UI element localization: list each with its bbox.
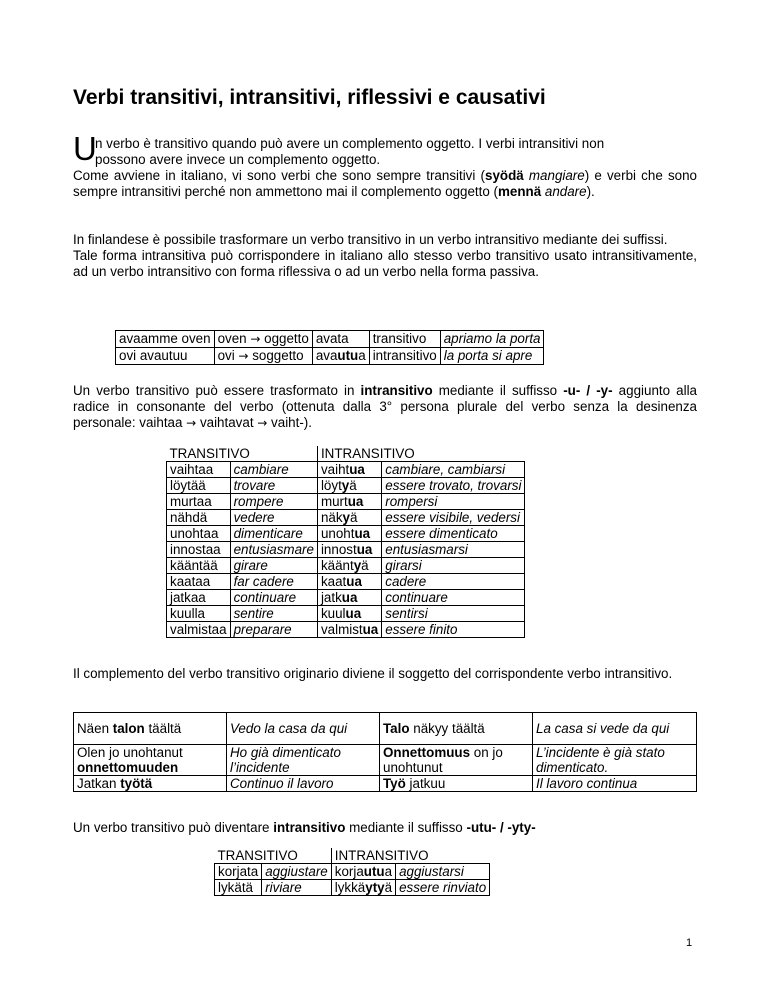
table-row (167, 526, 525, 542)
table-cell: löytyä (317, 478, 381, 494)
paragraph-u-y-suffix: Un verbo transitivo può essere trasformato in intransitivo mediante il suffisso -u- / -y- aggiunto alla radice in consonante del verbo (ottenuta dalla 3° persona plurale del verbo senza la desinenza personale: vaihtaa → vaihtavat → vaiht-). (73, 383, 697, 430)
table-cell: murtua (317, 494, 381, 510)
table-row (167, 494, 525, 510)
table-cell: entusiasmarsi (382, 542, 525, 558)
table-cell: sentirsi (382, 606, 525, 622)
table-cell: trovare (230, 478, 317, 494)
table-row (167, 606, 525, 622)
table-cell: Jatkan työtä (74, 776, 227, 792)
table-row (167, 542, 525, 558)
table-cell: kääntää (167, 558, 231, 574)
table-cell: aggiustarsi (396, 864, 490, 880)
table-cell: innostua (317, 542, 381, 558)
table-cell: continuare (382, 590, 525, 606)
table-cell: ovi avautuu (116, 348, 215, 365)
table-cell: näkyä (317, 510, 381, 526)
page-number: 1 (686, 937, 693, 949)
table-cell: essere dimenticato (382, 526, 525, 542)
table-cell: kaataa (167, 574, 231, 590)
header-transitive: TRANSITIVO (215, 848, 332, 864)
table-cell: vedere (230, 510, 317, 526)
header-transitive: TRANSITIVO (167, 446, 318, 462)
table-cell: L’incidente è già stato dimenticato. (533, 745, 697, 776)
table-cell: korjata (215, 864, 262, 880)
table-cell: La casa si vede da qui (533, 713, 697, 745)
table-cell: Ho già dimenticato l’incidente (227, 745, 380, 776)
table-cell: cambiare, cambiarsi (382, 462, 525, 478)
table-cell: Vedo la casa da qui (227, 713, 380, 745)
table-cell: Näen talon täältä (74, 713, 227, 745)
table-row (167, 574, 525, 590)
table-row (167, 478, 525, 494)
table-cell: far cadere (230, 574, 317, 590)
intro-line-2: possono avere invece un complemento oggetto. (95, 152, 381, 167)
table-cell: sentire (230, 606, 317, 622)
table-cell: Talo näkyy täältä (380, 713, 533, 745)
table-cell: rompere (230, 494, 317, 510)
table-cell: vaihtaa (167, 462, 231, 478)
table-row (215, 880, 490, 896)
table-cell: murtaa (167, 494, 231, 510)
table-cell: jatkaa (167, 590, 231, 606)
table-cell: apriamo la porta (440, 331, 544, 348)
table-cell: essere rinviato (396, 880, 490, 896)
table-cell: Continuo il lavoro (227, 776, 380, 792)
table-cell: Työ jatkuu (380, 776, 533, 792)
arrow-right-icon: → (250, 332, 261, 346)
table-cell: kuulla (167, 606, 231, 622)
drop-cap: U (73, 130, 97, 167)
table-row (215, 864, 490, 880)
table-cell: dimenticare (230, 526, 317, 542)
table-cell: unohtua (317, 526, 381, 542)
table-cell: korjautua (331, 864, 395, 880)
table-cell: cadere (382, 574, 525, 590)
table-cell: aggiustare (262, 864, 332, 880)
table-cell: Il lavoro continua (533, 776, 697, 792)
arrow-right-icon: → (186, 416, 197, 430)
intro-line-1: n verbo è transitivo quando può avere un complemento oggetto. I verbi intransitivi non (95, 136, 605, 151)
table-cell: lykätä (215, 880, 262, 896)
table-cell: jatkua (317, 590, 381, 606)
table-row (167, 462, 525, 478)
table-row (167, 622, 525, 638)
arrow-right-icon: → (238, 349, 249, 363)
table-cell: avaamme oven (116, 331, 215, 348)
paragraph-utu-yty-suffix: Un verbo transitivo può diventare intransitivo mediante il suffisso -utu- / -yty- (73, 820, 536, 835)
table-row (116, 331, 544, 348)
table-cell: girare (230, 558, 317, 574)
verb-table-u-y (166, 446, 525, 638)
table-cell: ovi → soggetto (214, 348, 312, 365)
table-row (74, 713, 697, 745)
table-cell: unohtaa (167, 526, 231, 542)
intro-paragraph-2: Come avviene in italiano, vi sono verbi che sono sempre transitivi (syödä mangiare) e verbi che sono sempre intransitivi perché non ammettono mai il complemento oggetto (mennä andare). (73, 168, 697, 199)
table-cell: lykkäytyä (331, 880, 395, 896)
paragraph-suffixes-line-1: In finlandese è possibile trasformare un verbo transitivo in un verbo intransitivo mediante dei suffissi. (73, 232, 668, 247)
table-cell: cambiare (230, 462, 317, 478)
table-cell: kääntyä (317, 558, 381, 574)
table-cell: essere trovato, trovarsi (382, 478, 525, 494)
table-cell: entusiasmare (230, 542, 317, 558)
table-row (167, 510, 525, 526)
table-header-row (215, 848, 490, 864)
table-row (167, 590, 525, 606)
header-intransitive: INTRANSITIVO (331, 848, 489, 864)
table-header-row (167, 446, 525, 462)
table-cell: continuare (230, 590, 317, 606)
table-row (167, 558, 525, 574)
table-cell: kuulua (317, 606, 381, 622)
table-cell: avata (312, 331, 369, 348)
table-row (74, 776, 697, 792)
table-cell: vaihtua (317, 462, 381, 478)
table-cell: essere finito (382, 622, 525, 638)
table-cell: la porta si apre (440, 348, 544, 365)
arrow-right-icon: → (257, 416, 268, 430)
table-row (116, 348, 544, 365)
table-cell: transitivo (369, 331, 440, 348)
table-cell: rompersi (382, 494, 525, 510)
table-cell: oven → oggetto (214, 331, 312, 348)
table-cell: nähdä (167, 510, 231, 526)
paragraph-suffixes (73, 232, 697, 280)
table-row (74, 745, 697, 776)
paragraph-suffixes-line-2: Tale forma intransitiva può corrispondere in italiano allo stesso verbo transitivo usato intransitivamente, ad un verbo intransitivo con forma riflessiva o ad un verbo nella forma passiva. (73, 248, 697, 279)
table-cell: kaatua (317, 574, 381, 590)
table-cell: girarsi (382, 558, 525, 574)
table-cell: valmistua (317, 622, 381, 638)
table-cell: löytää (167, 478, 231, 494)
table-cell: riviare (262, 880, 332, 896)
example-table-door (115, 330, 544, 365)
table-cell: intransitivo (369, 348, 440, 365)
table-cell: valmistaa (167, 622, 231, 638)
table-cell: Onnettomuus on jo unohtunut (380, 745, 533, 776)
verb-table-utu-yty (214, 848, 490, 896)
page-title: Verbi transitivi, intransitivi, riflessivi e causativi (73, 86, 546, 109)
example-sentences-table (73, 712, 697, 792)
table-cell: preparare (230, 622, 317, 638)
table-cell: avautua (312, 348, 369, 365)
header-intransitive: INTRANSITIVO (317, 446, 525, 462)
table-cell: Olen jo unohtanut onnettomuuden (74, 745, 227, 776)
table-cell: innostaa (167, 542, 231, 558)
paragraph-complement: Il complemento del verbo transitivo originario diviene il soggetto del corrispondente verbo intransitivo. (73, 666, 673, 681)
table-cell: essere visibile, vedersi (382, 510, 525, 526)
